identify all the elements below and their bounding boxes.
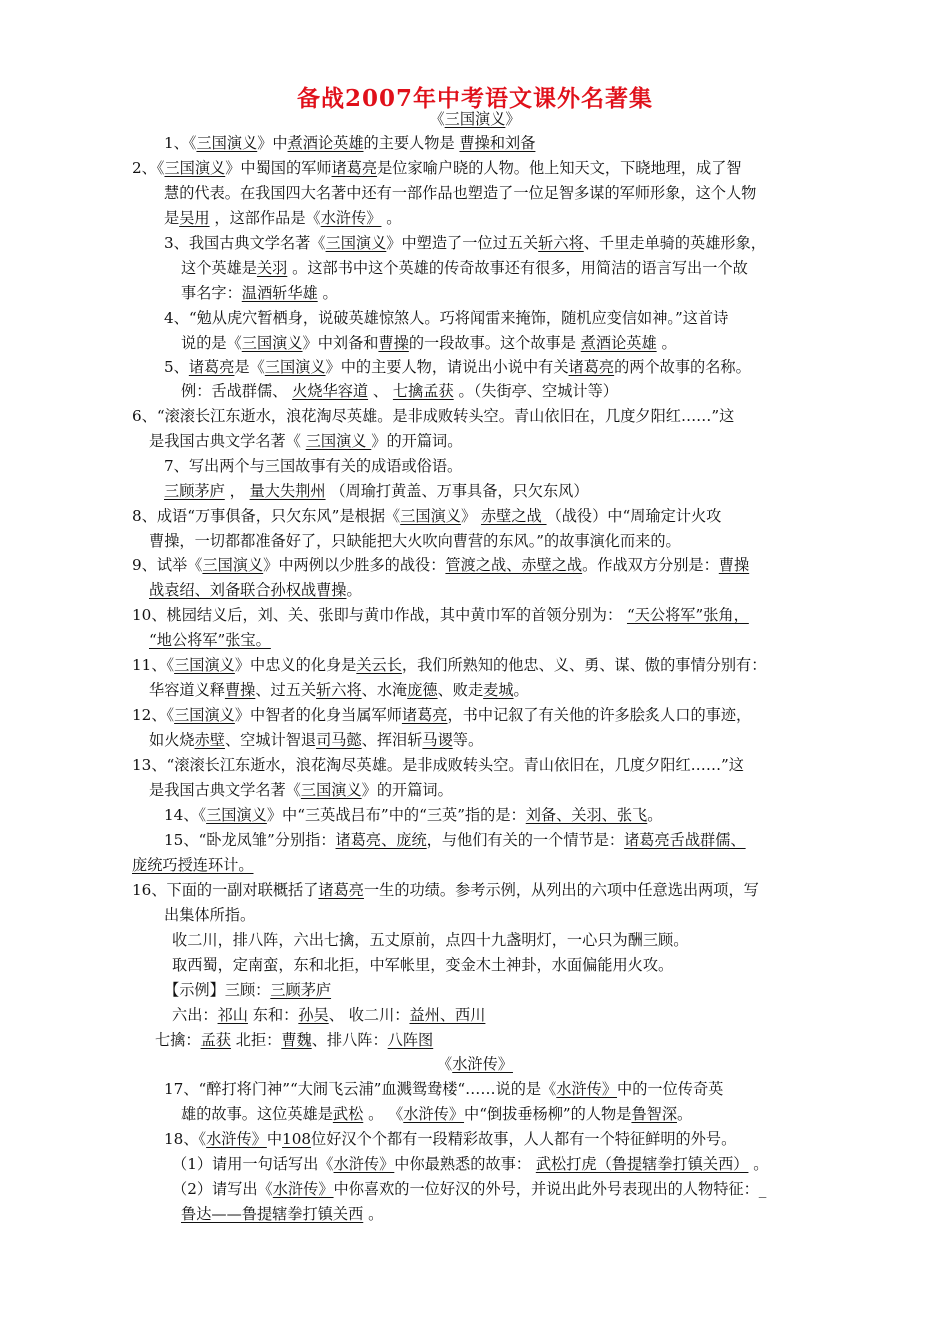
text-line: 战袁绍、刘备联合孙权战曹操。 [149, 581, 362, 599]
answer-text: 火烧华容道 [292, 382, 369, 400]
text-line: 1、《三国演义》中煮酒论英雄的主要人物是 曹操和刘备 [164, 134, 536, 152]
answer-text: “天公将军”张角， [626, 606, 749, 624]
text-line: 是我国古典文学名著《三国演义》的开篇词。 [149, 781, 453, 799]
text-line: 16、下面的一副对联概括了诸葛亮一生的功绩。参考示例，从列出的六项中任意选出两项，写 [132, 881, 759, 899]
answer-text: 三国演义 [264, 358, 326, 376]
answer-text: 三国演义 [325, 234, 387, 252]
text-line: 3、我国古典文学名著《三国演义》中塑造了一位过五关斩六将、千里走单骑的英雄形象， [164, 234, 766, 252]
text-line: 这个英雄是关羽 。这部书中这个英雄的传奇故事还有很多，用简洁的语言写出一个故 [181, 259, 748, 277]
text-line: 是吴用 ，这部作品是《水浒传》 。 [164, 209, 402, 227]
text-line [132, 854, 254, 876]
answer-text: 曹操 [224, 681, 256, 699]
answer-text: 战袁绍、刘备联合孙权战曹操 [149, 581, 347, 599]
text-line: 收二川，排八阵，六出七擒，五丈原前，点四十九盏明灯，一心只为酬三顾。 [172, 931, 689, 949]
text-line: 14、《三国演义》中“三英战吕布”中的“三英”指的是：刘备、关羽、张飞。 [164, 806, 663, 824]
answer-text: 祁山 [217, 1006, 248, 1024]
answer-text: 吴用 [179, 209, 210, 227]
answer-text: 庞德 [407, 681, 438, 699]
text-line: 取西蜀，定南蛮，东和北拒，中军帐里，变金木土神卦，水面偏能用火攻。 [172, 956, 674, 974]
answer-text: 武松 [332, 1105, 364, 1123]
section-heading: 《三国演义》 [429, 110, 521, 128]
answer-text: 曹操 [378, 334, 409, 352]
text-line: 8、成语“万事俱备，只欠东风”是根据《三国演义》 赤壁之战 （战役）中“周瑜定计火攻 [132, 507, 722, 525]
answer-text: 水浒传》 [206, 1130, 267, 1148]
answer-text: 曹魏 [281, 1031, 312, 1049]
answer-text: 赤壁之战 [480, 507, 547, 525]
text-line: 2、《三国演义》中蜀国的军师诸葛亮是位家喻户晓的人物。他上知天文，下晓地理，成了智 [132, 159, 742, 177]
text-line: 10、桃园结义后，刘、关、张即与黄巾作战，其中黄巾军的首领分别为： “天公将军”张角， [132, 606, 749, 624]
answer-text: 三国演义 [196, 134, 258, 152]
answer-text: 三国演义 [174, 706, 235, 724]
text-line: 如火烧赤壁、空城计智退司马懿、挥泪斩马谡等。 [149, 731, 484, 749]
text-line: 4、“勉从虎穴暂栖身，说破英雄惊煞人。巧将闻雷来掩饰，随机应变信如神。”这首诗 [164, 309, 729, 327]
answer-text: 三国演义 [444, 110, 506, 128]
answer-text: 关羽 [256, 259, 288, 277]
text-line: 5、诸葛亮是《三国演义》中的主要人物，请说出小说中有关诸葛亮的两个故事的名称。 [164, 358, 751, 376]
answer-text: 三国演义 [305, 432, 372, 450]
text-line: （1）请用一句话写出《水浒传》中你最熟悉的故事： 武松打虎（鲁提辖拳打镇关西） 。 [172, 1155, 769, 1173]
text-line: 9、试举《三国演义》中两例以少胜多的战役：管渡之战、赤壁之战。作战双方分别是：曹操 [132, 556, 750, 574]
answer-text: 诸葛亮 [318, 881, 364, 899]
text-line: 15、“卧龙凤雏”分别指：诸葛亮、庞统，与他们有关的一个情节是：诸葛亮舌战群儒、 [164, 831, 746, 849]
answer-text: 温酒斩华雄 [241, 284, 318, 302]
answer-text: “地公将军”张宝。 [149, 631, 271, 649]
text-line: 出集体所指。 [164, 906, 256, 924]
answer-text: 三国演义 [164, 159, 226, 177]
answer-text: 水浒传》 [333, 1155, 395, 1173]
answer-text: 八阵图 [387, 1031, 434, 1049]
section-heading: 《水浒传》 [437, 1055, 513, 1073]
answer-text: 煮酒论英雄 [287, 134, 364, 152]
answer-text: 煮酒论英雄 [580, 334, 657, 352]
text-line: 雄的故事。这位英雄是武松 。 《水浒传》中“倒拔垂杨柳”的人物是鲁智深。 [181, 1105, 693, 1123]
text-line: 7、写出两个与三国故事有关的成语或俗语。 [164, 457, 463, 475]
answer-text: 三顾茅庐 [270, 981, 332, 999]
answer-text: 诸葛亮 [331, 159, 378, 177]
answer-text: 孙吴 [298, 1006, 329, 1024]
text-line: 17、“醉打将门神”“大闹飞云浦”血溅鸳鸯楼“……说的是《水浒传》中的一位传奇英 [164, 1080, 724, 1098]
answer-text: 水浒传》 [272, 1180, 334, 1198]
answer-text: 三国演义 [202, 556, 264, 574]
text-line: 18、《水浒传》中108位好汉个个都有一段精彩故事，人人都有一个特征鲜明的外号。 [164, 1130, 737, 1148]
answer-text: 斩六将 [316, 681, 362, 699]
answer-text: 水浒传》 [320, 209, 382, 227]
text-line: 曹操，一切都都准备好了，只缺能把大火吹向曹营的东风。”的故事演化而来的。 [149, 532, 681, 550]
text-line: 鲁达——鲁提辖拳打镇关西 。 [181, 1205, 384, 1223]
text-line: 例：舌战群儒、 火烧华容道 、 七擒孟获 。（失街亭、空城计等） [181, 382, 618, 400]
answer-text: 量大失荆州 [249, 482, 326, 500]
text-line: 说的是《三国演义》中刘备和曹操的一段故事。这个故事是 煮酒论英雄 。 [181, 334, 677, 352]
answer-text: 三国演义 [400, 507, 461, 525]
answer-text: 斩六将 [538, 234, 584, 252]
answer-text: 三国演义 [241, 334, 303, 352]
answer-text: 庞统巧授连环计。 [132, 856, 254, 874]
text-line: 慧的代表。在我国四大名著中还有一部作品也塑造了一位足智多谋的军师形象，这个人物 [164, 184, 757, 202]
answer-text: 曹操和刘备 [459, 134, 536, 152]
answer-text: 三国演义 [206, 806, 267, 824]
answer-text: 七擒孟获 [392, 382, 454, 400]
answer-text: 曹操 [718, 556, 750, 574]
answer-text: 108 [282, 1130, 312, 1148]
answer-text: 诸葛亮 [568, 358, 615, 376]
text-line: 六出：祁山 东和：孙吴、 收二川：益州、西川 [172, 1006, 486, 1024]
text-line: 三顾茅庐 ， 量大失荆州 （周瑜打黄盖、万事具备，只欠东风） [164, 482, 589, 500]
answer-text: 武松打虎（鲁提辖拳打镇关西） [535, 1155, 749, 1173]
answer-text: 益州、西川 [409, 1006, 486, 1024]
text-line: 是我国古典文学名著《 三国演义 》的开篇词。 [149, 432, 463, 450]
answer-text: 鲁达——鲁提辖拳打镇关西 [181, 1205, 364, 1223]
answer-text: 鲁智深 [631, 1105, 677, 1123]
answer-text: 诸葛亮舌战群儒、 [624, 831, 746, 849]
answer-text: 水浒传》 [452, 1055, 513, 1073]
text-line: 6、“滚滚长江东逝水，浪花淘尽英雄。是非成败转头空。青山依旧在，几度夕阳红……”这 [132, 407, 735, 425]
text-line [149, 629, 271, 651]
text-line: （2）请写出《水浒传》中你喜欢的一位好汉的外号，并说出此外号表现出的人物特征：_ [172, 1180, 767, 1198]
answer-text: 赤壁 [194, 731, 225, 749]
answer-text: 管渡之战、赤壁之战 [445, 556, 583, 574]
answer-text: 关云长 [356, 656, 402, 674]
text-line: 13、“滚滚长江东逝水，浪花淘尽英雄。是非成败转头空。青山依旧在，几度夕阳红……”这 [132, 756, 744, 774]
text-line: 华容道义释曹操、过五关斩六将、水淹庞德、败走麦城。 [149, 681, 529, 699]
answer-text: 三国演义 [174, 656, 235, 674]
text-line: 11、《三国演义》中忠义的化身是关云长，我们所熟知的他忠、义、勇、谋、傲的事情分别有： [132, 656, 767, 674]
answer-text: 三国演义 [300, 781, 362, 799]
answer-text: 刘备、关羽、张飞 [525, 806, 648, 824]
text-line: 12、《三国演义》中智者的化身当属军师诸葛亮，书中记叙了有关他的许多脍炙人口的事迹， [132, 706, 752, 724]
answer-text: 孟获 [200, 1031, 231, 1049]
answer-text: 司马懿 [316, 731, 362, 749]
answer-text: 诸葛亮 [188, 358, 235, 376]
answer-text: 水浒传》 [556, 1080, 618, 1098]
answer-text: 马谡 [422, 731, 453, 749]
text-line: 七擒：孟获 北拒：曹魏、排八阵：八阵图 [155, 1031, 434, 1049]
answer-text: 诸葛亮、庞统 [335, 831, 427, 849]
text-line: 事名字：温酒斩华雄 。 [181, 284, 338, 302]
answer-text: 麦城 [483, 681, 514, 699]
text-line: 【示例】三顾：三顾茅庐 [164, 981, 332, 999]
answer-text: 诸葛亮 [401, 706, 448, 724]
answer-text: 三顾茅庐 [164, 482, 225, 500]
answer-text: 水浒传》 [403, 1105, 465, 1123]
document-title: 备战2007年中考语文课外名著集 [296, 85, 653, 112]
